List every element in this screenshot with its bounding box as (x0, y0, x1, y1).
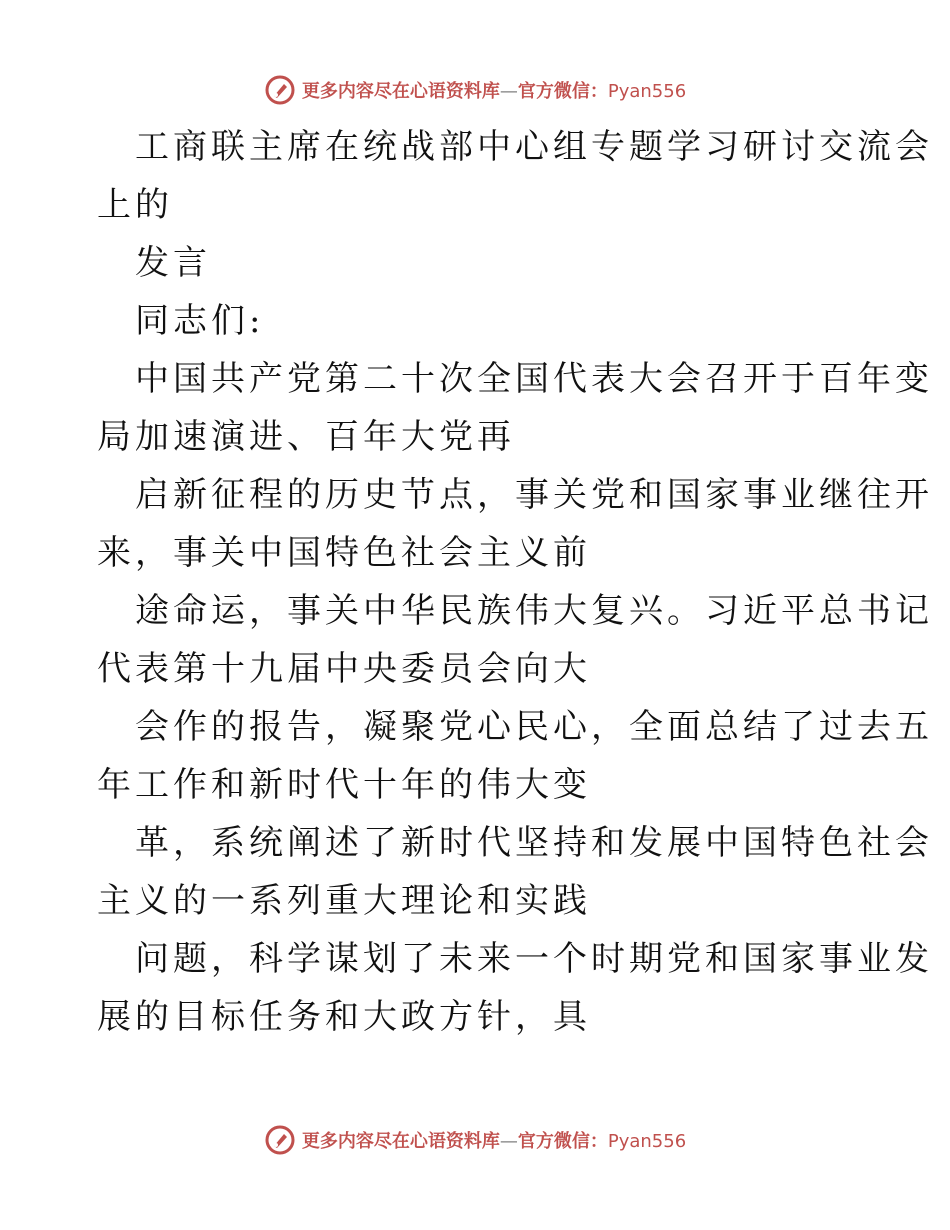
text-line: 途命运，事关中华民族伟大复兴。习近平总书记 (135, 591, 933, 631)
watermark-dash: — (499, 1131, 518, 1152)
text-line: 启新征程的历史节点，事关党和国家事业继往开 (135, 475, 933, 515)
watermark-slogan: 更多内容尽在心语资料库 (301, 81, 500, 102)
text-line: 主义的一系列重大理论和实践 (97, 881, 591, 921)
text-line: 问题，科学谋划了未来一个时期党和国家事业发 (135, 939, 933, 979)
watermark-contact-id: Pyan556 (607, 81, 687, 102)
watermark-contact-label: 官方微信： (517, 1131, 608, 1152)
document-body (97, 118, 933, 1046)
text-line: 局加速演进、百年大党再 (97, 417, 515, 457)
pen-nib-icon (264, 74, 296, 106)
pen-nib-icon (264, 1124, 296, 1156)
watermark-text (302, 1127, 686, 1153)
text-line: 革，系统阐述了新时代坚持和发展中国特色社会 (135, 823, 933, 863)
watermark-dash: — (499, 81, 518, 102)
watermark-contact-id: Pyan556 (607, 1131, 687, 1152)
watermark-text (302, 77, 686, 103)
text-line: 发言 (135, 243, 211, 283)
watermark-contact-label: 官方微信： (517, 81, 608, 102)
footer-watermark (0, 1120, 950, 1160)
text-line: 代表第十九届中央委员会向大 (97, 649, 591, 689)
text-line: 工商联主席在统战部中心组专题学习研讨交流会 (135, 127, 933, 167)
text-line: 中国共产党第二十次全国代表大会召开于百年变 (135, 359, 933, 399)
text-line: 上的 (97, 185, 173, 225)
text-line: 同志们: (135, 301, 265, 341)
header-watermark (0, 70, 950, 110)
text-line: 年工作和新时代十年的伟大变 (97, 765, 591, 805)
text-line: 来，事关中国特色社会主义前 (97, 533, 591, 573)
watermark-slogan: 更多内容尽在心语资料库 (301, 1131, 500, 1152)
text-line: 展的目标任务和大政方针，具 (97, 997, 591, 1037)
text-line: 会作的报告，凝聚党心民心，全面总结了过去五 (135, 707, 933, 747)
